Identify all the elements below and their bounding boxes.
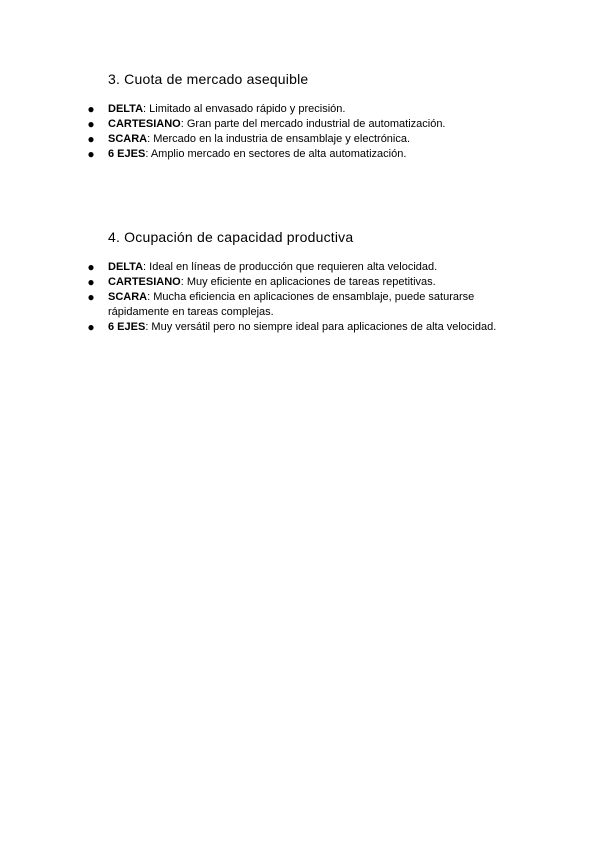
item-text: : Mucha eficiencia en aplicaciones de ensamblaje, puede saturarse rápidamente en tareas complejas. bbox=[108, 291, 475, 318]
section-title: 3. Cuota de mercado asequible bbox=[108, 71, 309, 87]
section-title: 4. Ocupación de capacidad productiva bbox=[108, 229, 354, 245]
term-label: CARTESIANO bbox=[108, 276, 181, 288]
list-item bbox=[87, 102, 538, 117]
section-production-capacity bbox=[0, 228, 600, 335]
list-item bbox=[87, 275, 538, 290]
item-text: : Amplio mercado en sectores de alta automatización. bbox=[145, 148, 407, 160]
bullet-icon: ● bbox=[87, 132, 95, 146]
bullet-list bbox=[0, 102, 600, 162]
list-item bbox=[87, 260, 538, 275]
bullet-icon: ● bbox=[87, 102, 95, 116]
bullet-list bbox=[0, 260, 600, 335]
section-market-share bbox=[0, 70, 600, 162]
item-text: : Muy versátil pero no siempre ideal para aplicaciones de alta velocidad. bbox=[145, 321, 497, 333]
term-label: DELTA bbox=[108, 103, 144, 115]
term-label: SCARA bbox=[108, 133, 148, 145]
list-item bbox=[87, 290, 538, 320]
bullet-icon: ● bbox=[87, 260, 95, 274]
bullet-icon: ● bbox=[87, 290, 95, 304]
item-text: : Limitado al envasado rápido y precisión. bbox=[143, 103, 346, 115]
term-label: CARTESIANO bbox=[108, 118, 181, 130]
item-text: : Gran parte del mercado industrial de automatización. bbox=[180, 118, 446, 130]
list-item bbox=[87, 117, 538, 132]
bullet-icon: ● bbox=[87, 275, 95, 289]
item-text: : Mercado en la industria de ensamblaje y electrónica. bbox=[147, 133, 411, 145]
list-item bbox=[87, 147, 538, 162]
term-label: SCARA bbox=[108, 291, 148, 303]
term-label: 6 EJES bbox=[108, 148, 146, 160]
list-item bbox=[87, 132, 538, 147]
bullet-icon: ● bbox=[87, 320, 95, 334]
list-item bbox=[87, 320, 538, 335]
item-text: : Muy eficiente en aplicaciones de tareas repetitivas. bbox=[180, 276, 436, 288]
bullet-icon: ● bbox=[87, 147, 95, 161]
term-label: 6 EJES bbox=[108, 321, 146, 333]
item-text: : Ideal en líneas de producción que requieren alta velocidad. bbox=[143, 261, 438, 273]
term-label: DELTA bbox=[108, 261, 144, 273]
bullet-icon: ● bbox=[87, 117, 95, 131]
